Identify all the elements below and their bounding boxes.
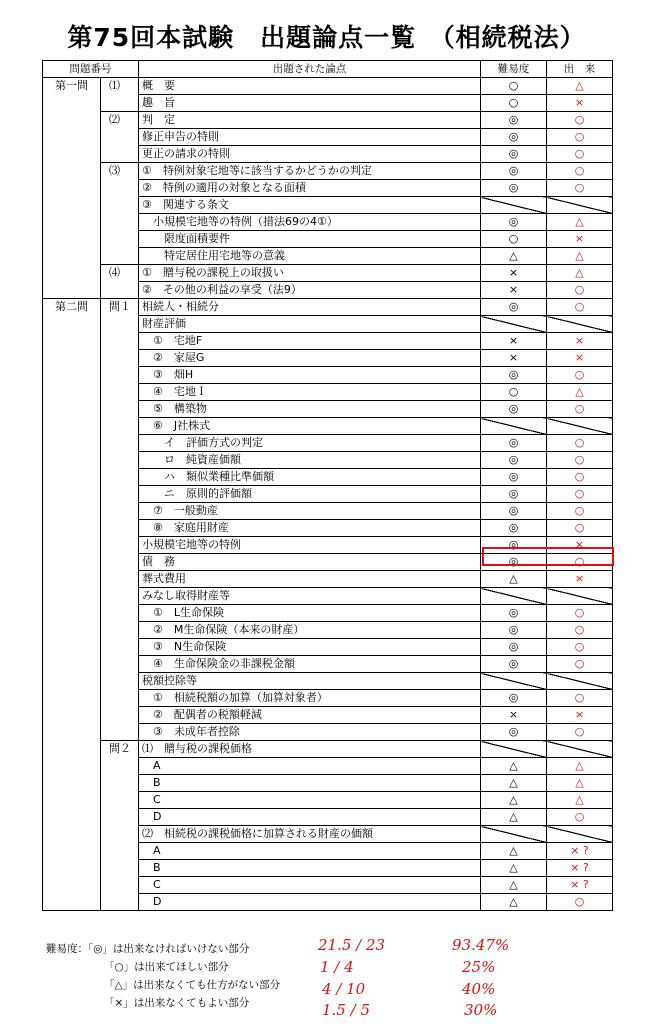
topic-cell: ⑵ 相続税の課税価格に加算される財産の価額 — [139, 826, 481, 843]
result-cell: × — [547, 350, 613, 367]
legend-item: 「×」は出来なくてもよい部分 — [104, 997, 250, 1009]
difficulty-cell: △ — [481, 792, 547, 809]
difficulty-cell: ◎ — [481, 146, 547, 163]
result-cell: ○ — [547, 282, 613, 299]
topic-cell: ① 相続税額の加算（加算対象者） — [139, 690, 481, 707]
difficulty-cell: ◎ — [481, 401, 547, 418]
topic-cell: ① L生命保険 — [139, 605, 481, 622]
topic-cell: 限度面積要件 — [139, 231, 481, 248]
result-cell — [547, 197, 613, 214]
difficulty-cell: ◎ — [481, 554, 547, 571]
legend-title: 難易度： — [46, 943, 88, 955]
score-fraction: 1.5 / 5 — [322, 1001, 370, 1019]
result-cell: × ? — [547, 843, 613, 860]
topic-cell: ① 贈与税の課税上の取扱い — [139, 265, 481, 282]
topic-cell: ロ 純資産価額 — [139, 452, 481, 469]
difficulty-cell: △ — [481, 571, 547, 588]
table-row — [43, 163, 613, 180]
difficulty-cell: △ — [481, 775, 547, 792]
sub-problem-number: 問２ — [101, 741, 139, 911]
score-fraction: 21.5 / 23 — [318, 936, 386, 954]
topic-cell: 小規模宅地等の特例（措法69の4①） — [139, 214, 481, 231]
page-title: 第75回本試験 出題論点一覧 （相続税法） — [67, 23, 586, 52]
result-cell: ○ — [547, 639, 613, 656]
result-cell: ○ — [547, 401, 613, 418]
legend-item: 「○」は出来てほしい部分 — [104, 961, 229, 973]
result-cell — [547, 741, 613, 758]
topic-cell: C — [139, 877, 481, 894]
result-cell: ○ — [547, 163, 613, 180]
difficulty-cell: ○ — [481, 95, 547, 112]
result-cell: ○ — [547, 690, 613, 707]
difficulty-cell: ◎ — [481, 299, 547, 316]
problem-number: 第一問 — [43, 78, 101, 299]
result-cell — [547, 418, 613, 435]
difficulty-cell: △ — [481, 809, 547, 826]
topic-cell: ③ 畑H — [139, 367, 481, 384]
result-cell: ○ — [547, 605, 613, 622]
topic-cell: ④ 宅地Ｉ — [139, 384, 481, 401]
topic-cell: ② M生命保険（本来の財産） — [139, 622, 481, 639]
result-cell: ○ — [547, 486, 613, 503]
result-cell: ○ — [547, 622, 613, 639]
table-row — [43, 265, 613, 282]
result-cell: × — [547, 231, 613, 248]
difficulty-cell: △ — [481, 843, 547, 860]
topic-cell: ③ 未成年者控除 — [139, 724, 481, 741]
difficulty-cell: ○ — [481, 231, 547, 248]
sub-problem-number: ⑴ — [101, 78, 139, 112]
result-cell: ○ — [547, 554, 613, 571]
header-result: 出 来 — [547, 61, 613, 78]
difficulty-cell: △ — [481, 758, 547, 775]
result-cell: ○ — [547, 469, 613, 486]
topic-cell: A — [139, 758, 481, 775]
result-cell — [547, 316, 613, 333]
difficulty-cell: × — [481, 282, 547, 299]
topic-cell: 財産評価 — [139, 316, 481, 333]
sub-problem-number: 問１ — [101, 299, 139, 741]
table-row — [43, 299, 613, 316]
sub-problem-number: ⑵ — [101, 112, 139, 163]
result-cell: ○ — [547, 129, 613, 146]
topic-cell: C — [139, 792, 481, 809]
topic-cell: ⑥ J社株式 — [139, 418, 481, 435]
difficulty-cell: △ — [481, 894, 547, 911]
difficulty-cell: ◎ — [481, 520, 547, 537]
table-row — [43, 741, 613, 758]
result-cell — [547, 826, 613, 843]
result-cell: ○ — [547, 656, 613, 673]
result-cell — [547, 673, 613, 690]
difficulty-cell: △ — [481, 248, 547, 265]
header-topic: 出題された論点 — [139, 61, 481, 78]
difficulty-cell — [481, 826, 547, 843]
result-cell: △ — [547, 214, 613, 231]
table-row — [43, 78, 613, 95]
sub-problem-number: ⑶ — [101, 163, 139, 265]
topic-cell: B — [139, 860, 481, 877]
topic-cell: D — [139, 809, 481, 826]
topic-cell: ② 配偶者の税額軽減 — [139, 707, 481, 724]
difficulty-cell: × — [481, 707, 547, 724]
difficulty-cell: ◎ — [481, 452, 547, 469]
difficulty-cell: ◎ — [481, 639, 547, 656]
difficulty-cell: × — [481, 333, 547, 350]
result-cell: ○ — [547, 724, 613, 741]
score-percent: 40% — [462, 980, 496, 998]
topic-cell: ② 家屋G — [139, 350, 481, 367]
result-cell: ○ — [547, 112, 613, 129]
legend-item: 「◎」は出来なければいけない部分 — [88, 943, 250, 955]
topic-cell: B — [139, 775, 481, 792]
topic-cell: 税額控除等 — [139, 673, 481, 690]
topic-cell: ① 特例対象宅地等に該当するかどうかの判定 — [139, 163, 481, 180]
problem-number: 第二問 — [43, 299, 101, 911]
difficulty-cell: ◎ — [481, 163, 547, 180]
legend-item: 「△」は出来なくても仕方がない部分 — [104, 979, 281, 991]
difficulty-cell: × — [481, 350, 547, 367]
score-fraction: 1 / 4 — [320, 958, 354, 976]
topic-cell: ニ 原則的評価額 — [139, 486, 481, 503]
score-percent: 30% — [464, 1001, 498, 1019]
difficulty-cell: ◎ — [481, 724, 547, 741]
difficulty-cell: ◎ — [481, 656, 547, 673]
difficulty-cell: ◎ — [481, 367, 547, 384]
topic-cell: ⑧ 家庭用財産 — [139, 520, 481, 537]
difficulty-cell — [481, 197, 547, 214]
difficulty-cell: ◎ — [481, 605, 547, 622]
difficulty-cell: ◎ — [481, 486, 547, 503]
topic-cell: イ 評価方式の判定 — [139, 435, 481, 452]
difficulty-cell: ◎ — [481, 180, 547, 197]
topic-cell: みなし取得財産等 — [139, 588, 481, 605]
topic-cell: 葬式費用 — [139, 571, 481, 588]
topic-cell: ① 宅地F — [139, 333, 481, 350]
difficulty-cell — [481, 418, 547, 435]
difficulty-cell: ○ — [481, 78, 547, 95]
difficulty-cell: ○ — [481, 384, 547, 401]
result-cell: × — [547, 333, 613, 350]
difficulty-cell: ◎ — [481, 622, 547, 639]
result-cell: × — [547, 95, 613, 112]
topic-cell: 更正の請求の特則 — [139, 146, 481, 163]
topic-cell: ⑤ 構築物 — [139, 401, 481, 418]
result-cell: △ — [547, 758, 613, 775]
result-cell: ○ — [547, 809, 613, 826]
score-percent: 25% — [462, 958, 496, 976]
difficulty-cell — [481, 588, 547, 605]
highlight-box — [482, 547, 614, 566]
result-cell: × — [547, 571, 613, 588]
result-cell: ○ — [547, 452, 613, 469]
topic-cell: 特定居住用宅地等の意義 — [139, 248, 481, 265]
table-row — [43, 112, 613, 129]
topic-cell: A — [139, 843, 481, 860]
result-cell: △ — [547, 248, 613, 265]
difficulty-cell: ◎ — [481, 435, 547, 452]
header-problem-no: 問題番号 — [43, 61, 139, 78]
topic-cell: ② その他の利益の享受（法9） — [139, 282, 481, 299]
difficulty-cell — [481, 316, 547, 333]
result-cell: ○ — [547, 894, 613, 911]
topic-cell: ③ N生命保険 — [139, 639, 481, 656]
topic-cell: ② 特例の適用の対象となる面積 — [139, 180, 481, 197]
topic-cell: ④ 生命保険金の非課税金額 — [139, 656, 481, 673]
result-cell: ○ — [547, 299, 613, 316]
difficulty-cell: △ — [481, 860, 547, 877]
topic-cell: 債 務 — [139, 554, 481, 571]
difficulty-cell: ◎ — [481, 537, 547, 554]
difficulty-cell: × — [481, 265, 547, 282]
difficulty-cell: ◎ — [481, 214, 547, 231]
result-cell: △ — [547, 792, 613, 809]
difficulty-cell — [481, 673, 547, 690]
result-cell: ○ — [547, 367, 613, 384]
result-cell: ○ — [547, 520, 613, 537]
topic-table — [42, 60, 613, 911]
result-cell: △ — [547, 775, 613, 792]
table-header-row — [43, 61, 613, 78]
result-cell: ○ — [547, 435, 613, 452]
result-cell: × ? — [547, 877, 613, 894]
difficulty-legend — [46, 940, 280, 1012]
score-fraction: 4 / 10 — [322, 980, 366, 998]
difficulty-cell: ◎ — [481, 112, 547, 129]
difficulty-cell: ◎ — [481, 503, 547, 520]
result-cell — [547, 588, 613, 605]
result-cell: × ? — [547, 860, 613, 877]
header-difficulty: 難易度 — [481, 61, 547, 78]
topic-cell: 相続人・相続分 — [139, 299, 481, 316]
difficulty-cell: ◎ — [481, 690, 547, 707]
topic-cell: ⑦ 一般動産 — [139, 503, 481, 520]
topic-cell: D — [139, 894, 481, 911]
topic-cell: ⑴ 贈与税の課税価格 — [139, 741, 481, 758]
topic-cell: 小規模宅地等の特例 — [139, 537, 481, 554]
topic-cell: 概 要 — [139, 78, 481, 95]
difficulty-cell: △ — [481, 877, 547, 894]
sub-problem-number: ⑷ — [101, 265, 139, 299]
topic-cell: 修正申告の特則 — [139, 129, 481, 146]
result-cell: △ — [547, 265, 613, 282]
topic-cell: 判 定 — [139, 112, 481, 129]
topic-cell: ハ 類似業種比準価額 — [139, 469, 481, 486]
topic-cell: 趣 旨 — [139, 95, 481, 112]
result-cell: △ — [547, 384, 613, 401]
result-cell: ○ — [547, 503, 613, 520]
result-cell: △ — [547, 78, 613, 95]
difficulty-cell: ◎ — [481, 469, 547, 486]
topic-cell: ③ 関連する条文 — [139, 197, 481, 214]
score-percent: 93.47% — [452, 936, 510, 954]
difficulty-cell: ◎ — [481, 129, 547, 146]
result-cell: × — [547, 707, 613, 724]
result-cell: ○ — [547, 180, 613, 197]
difficulty-cell — [481, 741, 547, 758]
result-cell: × — [547, 537, 613, 554]
result-cell: ○ — [547, 146, 613, 163]
